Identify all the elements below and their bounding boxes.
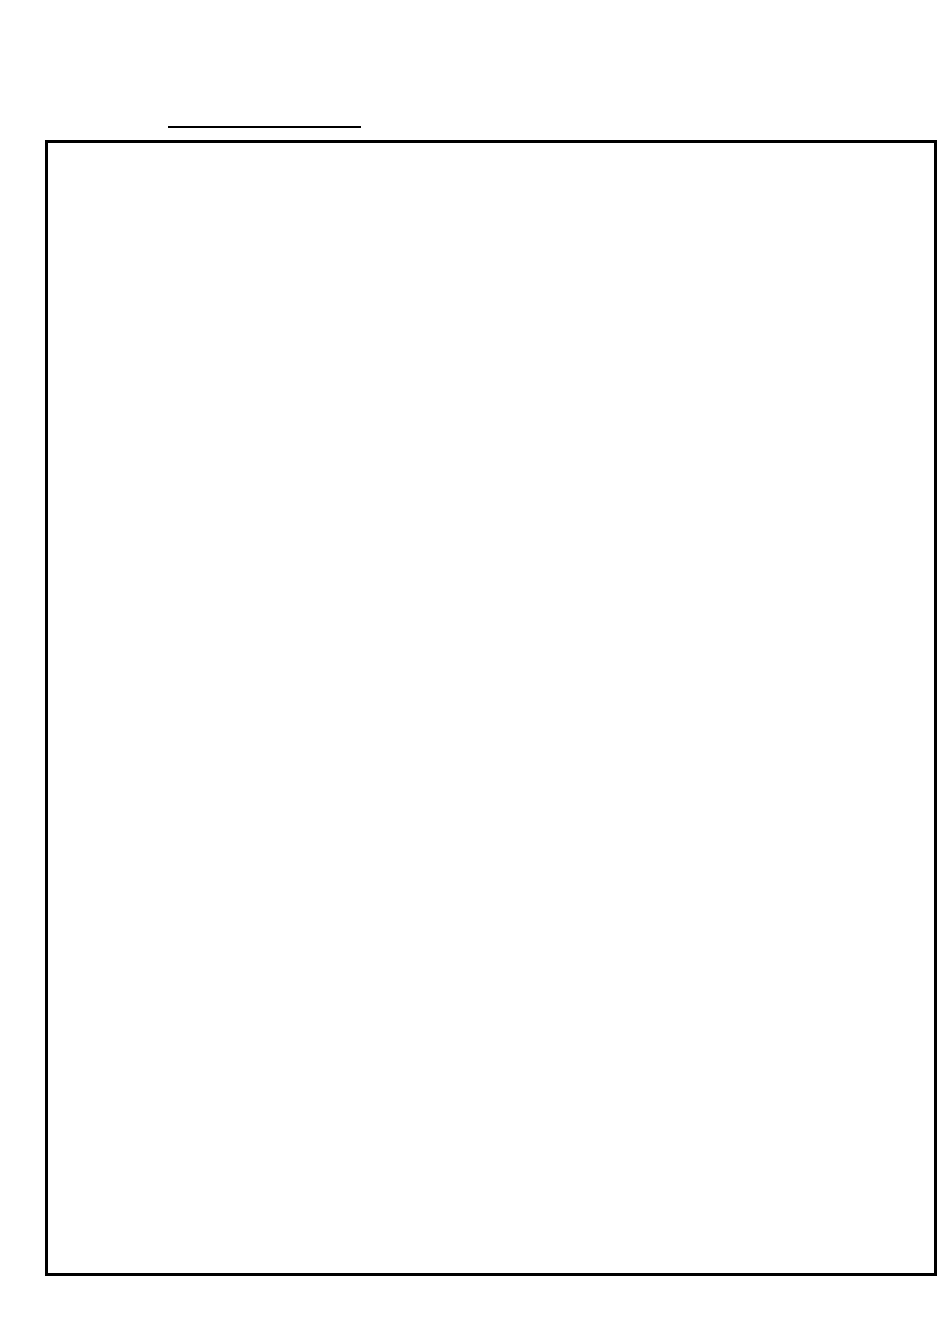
scoring-table [45,140,937,1276]
judge-signature-line [168,126,361,128]
